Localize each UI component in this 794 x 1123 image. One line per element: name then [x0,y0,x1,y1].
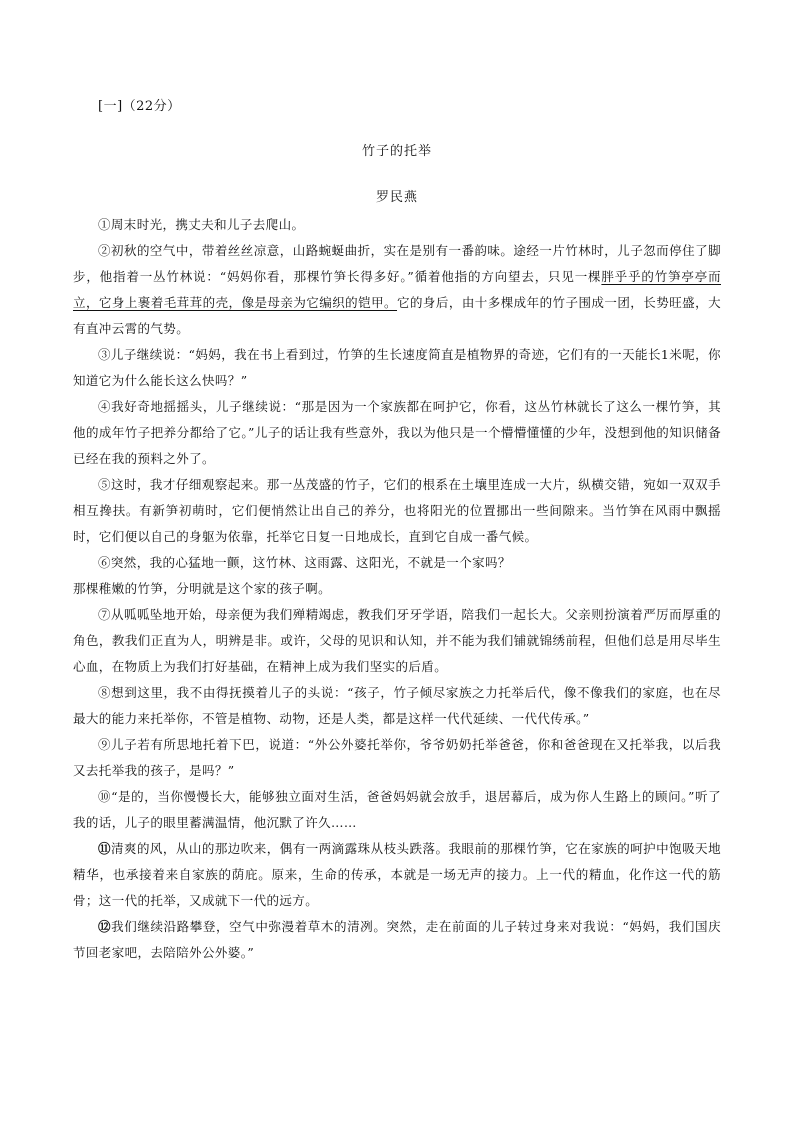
paragraph-5: ⑤这时，我才仔细观察起来。那一丛茂盛的竹子，它们的根系在土壤里连成一大片，纵横交错，宛如一双双手相互搀扶。有新笋初萌时，它们便悄然让出自己的养分，也将阳光的位置挪出一些间隙来。当竹笋在风雨中飘摇时，它们便以自己的身躯为依靠，托举它日复一日地成长，直到它自成一番气候。 [73,477,721,544]
paragraph-4: ④我好奇地摇摇头，儿子继续说：“那是因为一个家族都在呵护它，你看，这丛竹林就长了这么一棵竹笋，其他的成年竹子把养分都给了它。”儿子的话让我有些意外，我以为他只是一个懵懵懂懂的少年，没想到他的知识储备已经在我的预料之外了。 [73,399,721,466]
paragraph-11-text: 清爽的风，从山的那边吹来，偶有一两滴露珠从枝头跌落。我眼前的那棵竹笋，它在家族的呵护中饱吸天地精华，也承接着来自家族的荫庇。原来，生命的传承，本就是一场无声的接力。上一代的精血，化作这一代的筋骨；这一代的托举，又成就下一代的远方。 [73,841,721,908]
article-body [73,212,721,966]
paragraph-11-number: ⑪ [98,841,111,856]
paragraph-10: ⑩“是的，当你慢慢长大，能够独立面对生活，爸爸妈妈就会放手，退居幕后，成为你人生路上的顾问。”听了我的话，儿子的眼里蓄满温情，他沉默了许久…… [73,789,721,830]
paragraph-12 [73,914,721,966]
paragraph-1: ①周末时光，携丈夫和儿子去爬山。 [98,217,305,232]
paragraph-2-underlined-sentence: 胖乎乎的竹笋亭亭而立，它身上裹着毛茸茸的壳，像是母亲为它编织的铠甲。 [73,269,721,310]
paragraph-3: ③儿子继续说：“妈妈，我在书上看到过，竹笋的生长速度简直是植物界的奇迹，它们有的一天能长1米呢，你知道它为什么能长这么快吗？” [73,347,721,388]
paragraph-6: ⑥突然，我的心猛地一颤，这竹林、这雨露、这阳光，不就是一个家吗？ [98,555,511,570]
paragraph-7: ⑦从呱呱坠地开始，母亲便为我们殚精竭虑，教我们牙牙学语，陪我们一起长大。父亲则扮演着严厉而厚重的角色，教我们正直为人，明辨是非。或许，父母的见识和认知，并不能为我们铺就锦绣前程，但他们总是用尽毕生心血，在物质上为我们打好基础，在精神上成为我们坚实的后盾。 [73,607,721,674]
paragraph-12-number: ⑫ [98,919,112,934]
paragraph-2-text-a: ②初秋的空气中，带着丝丝凉意，山路蜿蜒曲折，实在是别有一番韵味。途经一片竹林时，儿子忽而停住了脚步，他指着一丛竹林说：“妈妈你看，那棵竹笋长得多好。”循着他指的方向望去，只见一棵 [73,243,721,284]
paragraph-9: ⑨儿子若有所思地托着下巴，说道：“外公外婆托举你，爷爷奶奶托举爸爸，你和爸爸现在又托举我，以后我又去托举我的孩子，是吗？” [73,737,721,778]
paragraph-2-text-b: 它的身后，由十多棵成年的竹子围成一团，长势旺盛，大有直冲云霄的气势。 [73,295,721,336]
article-author: 罗民燕 [375,190,418,205]
paragraph-8: ⑧想到这里，我不由得抚摸着儿子的头说：“孩子，竹子倾尽家族之力托举后代，像不像我们的家庭，也在尽最大的能力来托举你，不管是植物、动物，还是人类，都是这样一代代延续、一代代传承。” [73,685,721,726]
article-title: 竹子的托举 [361,144,432,159]
paragraph-12-text: 我们继续沿路攀登，空气中弥漫着草木的清冽。突然，走在前面的儿子转过身来对我说：“妈妈，我们国庆节回老家吧，去陪陪外公外婆。” [73,919,721,960]
section-label: [一]（22分） [98,99,181,114]
paragraph-6-continuation: 那棵稚嫩的竹笋，分明就是这个家的孩子啊。 [73,581,332,596]
paragraph-11 [73,836,721,914]
paragraph-2 [73,238,721,342]
